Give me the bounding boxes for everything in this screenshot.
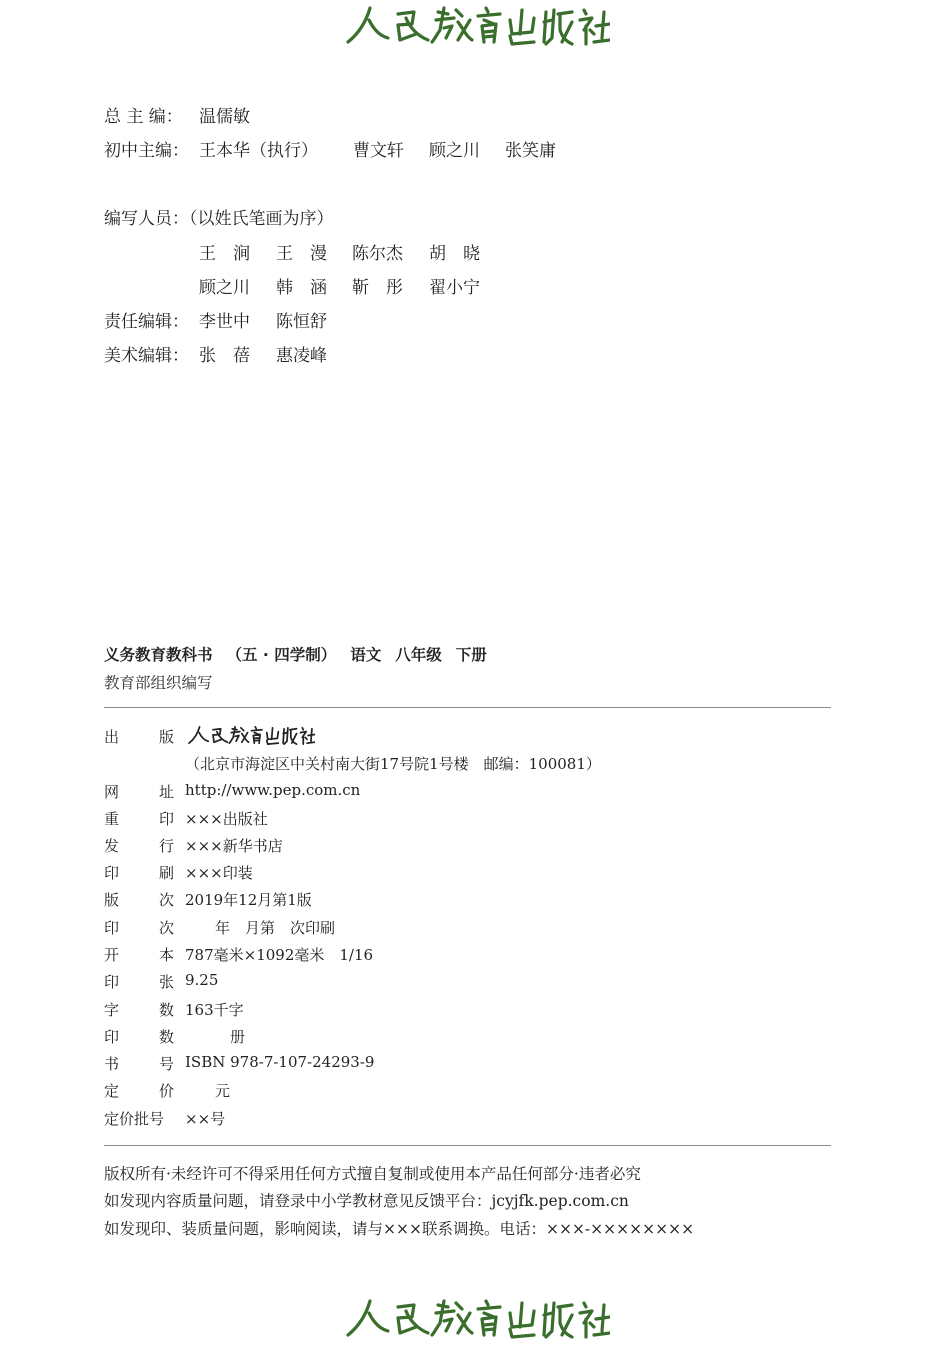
responsible-editor-name: 陈恒舒 xyxy=(276,312,327,332)
writers-label: 编写人员：（以姓氏笔画为序） xyxy=(104,209,334,229)
responsible-editors-label: 责任编辑： xyxy=(104,312,189,332)
publication-key xyxy=(104,917,174,938)
publication-value: ×××出版社 xyxy=(185,810,268,828)
publication-key-char: 数 xyxy=(158,1028,174,1046)
publication-key-char: 字 xyxy=(104,1001,120,1019)
publication-key-char: 印 xyxy=(158,810,174,828)
publisher-logo-bottom xyxy=(340,1293,610,1343)
publication-key xyxy=(104,781,174,802)
junior-editor-name: 曹文轩 xyxy=(353,141,404,161)
book-title-part: 义务教育教科书 xyxy=(104,646,213,664)
writer-name: 陈尔杰 xyxy=(352,244,403,264)
publication-value: 元 xyxy=(185,1082,231,1100)
publication-value: ×××新华书店 xyxy=(185,837,283,855)
publication-key xyxy=(104,971,174,992)
writer-name: 顾之川 xyxy=(199,278,250,298)
publication-key xyxy=(104,1080,174,1101)
book-title xyxy=(104,643,501,665)
publication-key-char: 行 xyxy=(158,837,174,855)
art-editor-name: 惠凌峰 xyxy=(276,346,327,366)
art-editor-name: 张 蓓 xyxy=(199,346,250,366)
responsible-editor-name: 李世中 xyxy=(199,312,250,332)
book-title-part: 八年级 xyxy=(395,646,442,664)
divider xyxy=(104,707,831,708)
publication-key-char: 重 xyxy=(104,810,120,828)
junior-editor-name: 王本华（执行） xyxy=(199,141,318,161)
publication-key-char: 数 xyxy=(158,1001,174,1019)
publication-key-char: 次 xyxy=(158,919,174,937)
publication-key-char: 号 xyxy=(158,1055,174,1073)
publication-key-char: 刷 xyxy=(158,864,174,882)
publication-key xyxy=(104,862,174,883)
publisher-logo-top xyxy=(340,0,610,50)
writer-name: 翟小宁 xyxy=(429,278,480,298)
book-title-part: 下册 xyxy=(455,646,487,664)
publication-key xyxy=(104,999,174,1020)
publisher-logo-calligraphy xyxy=(340,0,610,50)
publication-key-char: 印 xyxy=(104,864,120,882)
publication-key-char: 书 xyxy=(104,1055,120,1073)
publication-value: ISBN 978-7-107-24293-9 xyxy=(185,1053,375,1071)
publication-key-char: 次 xyxy=(158,891,174,909)
publication-value: 787毫米×1092毫米 1/16 xyxy=(185,946,374,964)
publication-key-char: 开 xyxy=(104,946,120,964)
art-editors-label: 美术编辑： xyxy=(104,346,189,366)
book-title-part: 语文 xyxy=(350,646,382,664)
publication-value: 2019年12月第1版 xyxy=(185,891,312,909)
publication-value: 年 月第 次印刷 xyxy=(185,919,336,937)
publisher-logo-calligraphy xyxy=(340,1293,610,1343)
junior-editor-name: 顾之川 xyxy=(429,141,480,161)
print-quality-notice: 如发现印、装质量问题，影响阅读，请与×××联系调换。电话：×××-×××××××× xyxy=(104,1220,695,1238)
publication-key-char: 出 xyxy=(104,728,120,746)
chief-editor-name: 温儒敏 xyxy=(199,107,250,127)
writer-name: 王 漫 xyxy=(276,244,327,264)
publication-key xyxy=(104,808,174,829)
writer-name: 胡 晓 xyxy=(429,244,480,264)
publication-key-char: 张 xyxy=(158,973,174,991)
publication-key-char: 址 xyxy=(158,783,174,801)
publication-value: 9.25 xyxy=(185,971,219,989)
publication-key-char: 版 xyxy=(104,891,120,909)
publisher-logo-calligraphy xyxy=(185,723,315,747)
publication-value: http://www.pep.com.cn xyxy=(185,781,361,799)
writer-name: 靳 彤 xyxy=(352,278,403,298)
publication-key xyxy=(104,1026,174,1047)
publication-key-char: 网 xyxy=(104,783,120,801)
publication-key xyxy=(104,1108,174,1129)
writer-name: 王 涧 xyxy=(199,244,250,264)
junior-editor-name: 张笑庸 xyxy=(505,141,556,161)
publication-key xyxy=(104,944,174,965)
publication-key xyxy=(104,889,174,910)
publication-value: 163千字 xyxy=(185,1001,244,1019)
publication-key-char: 印 xyxy=(104,919,120,937)
publisher-logo-small xyxy=(185,726,315,751)
publication-value: （北京市海淀区中关村南大街17号院1号楼 邮编：100081） xyxy=(185,755,601,773)
divider xyxy=(104,1145,831,1146)
content-feedback-notice: 如发现内容质量问题，请登录中小学教材意见反馈平台：jcyjfk.pep.com.cn xyxy=(104,1192,629,1210)
publication-key-char: 版 xyxy=(158,728,174,746)
publication-key xyxy=(104,726,174,747)
junior-editors-label: 初中主编： xyxy=(104,141,189,161)
publication-key-char: 印 xyxy=(104,1028,120,1046)
publication-key-char: 本 xyxy=(158,946,174,964)
book-compiler: 教育部组织编写 xyxy=(104,674,213,692)
publication-key-char: 发 xyxy=(104,837,120,855)
publication-key-char: 定价批号 xyxy=(104,1110,165,1128)
publication-value: 册 xyxy=(185,1028,246,1046)
book-title-part: （五 · 四学制） xyxy=(226,646,337,664)
publication-key xyxy=(104,1053,174,1074)
copyright-notice: 版权所有·未经许可不得采用任何方式擅自复制或使用本产品任何部分·违者必究 xyxy=(104,1165,641,1183)
publication-key-char: 价 xyxy=(158,1082,174,1100)
publication-key-char: 定 xyxy=(104,1082,120,1100)
publication-value: ××号 xyxy=(185,1110,226,1128)
chief-editor-label: 总 主 编： xyxy=(104,107,183,127)
writer-name: 韩 涵 xyxy=(276,278,327,298)
publication-value: ×××印装 xyxy=(185,864,253,882)
publication-key xyxy=(104,835,174,856)
publication-key-char: 印 xyxy=(104,973,120,991)
